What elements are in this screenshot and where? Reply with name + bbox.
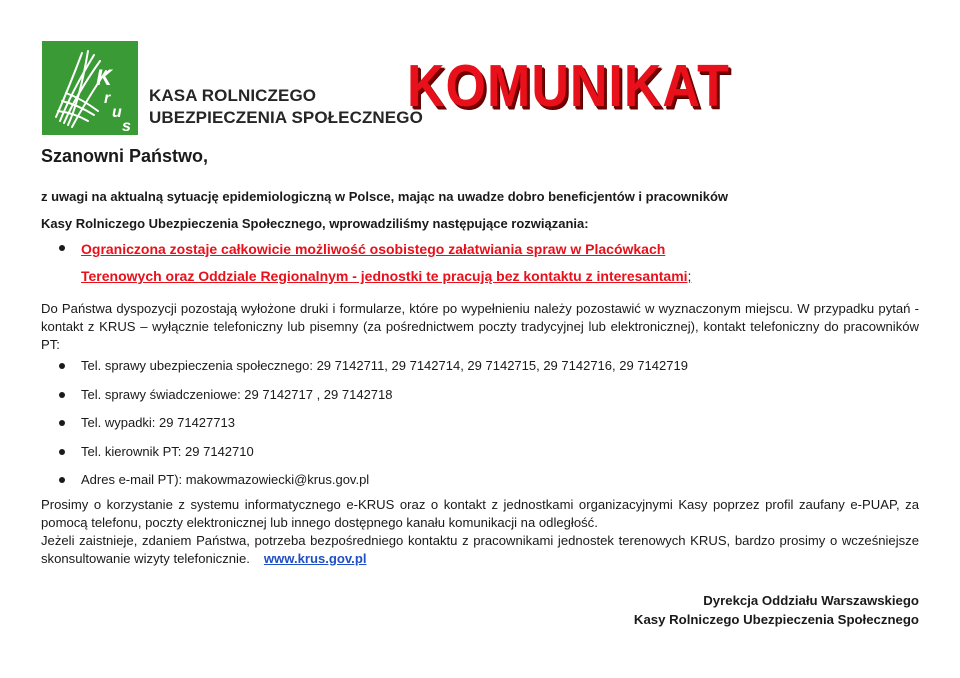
paragraph-visit [41, 532, 919, 568]
contact-insurance: Tel. sprawy ubezpieczenia społecznego: 29 7142711, 29 7142714, 29 7142715, 29 7142716, 29 7142719 [81, 358, 688, 373]
contact-manager: Tel. kierownik PT: 29 7142710 [81, 443, 254, 459]
notice-tail: ; [687, 268, 692, 284]
paragraph-forms: Do Państwa dyspozycji pozostają wyłożone druki i formularze, które po wypełnieniu należy pozostawić w wyznaczonym miejscu. W przypadku pytań - kontakt z KRUS – wyłącznie telefoniczny lub pisemny (za pośrednictwem poczty tradycyjnej lub elektronicznej), kontakt telefoniczny do pracowników PT: [41, 301, 919, 352]
signature-line-1: Dyrekcja Oddziału Warszawskiego [703, 593, 919, 608]
page-title: KOMUNIKAT [407, 53, 730, 120]
intro-text [41, 183, 728, 237]
org-line-1: KASA ROLNICZEGO [149, 86, 317, 105]
intro-line-1: z uwagi na aktualną sytuację epidemiologiczną w Polsce, mając na uwadze dobro beneficjentów i pracowników [41, 189, 729, 204]
bullet-icon [59, 420, 65, 426]
signature-line-2: Kasy Rolniczego Ubezpieczenia Społecznego [633, 612, 919, 627]
paragraph-ekrus [41, 496, 919, 568]
notice-line-2 [81, 263, 889, 290]
svg-text:K: K [96, 65, 112, 90]
contact-benefits: Tel. sprawy świadczeniowe: 29 7142717 , 29 7142718 [81, 386, 393, 402]
list-item [59, 413, 688, 442]
signature [634, 591, 919, 629]
bullet-icon [59, 449, 65, 455]
paragraph-ekrus-text: Prosimy o korzystanie z systemu informatycznego e-KRUS oraz o kontakt z jednostkami organizacyjnymi Kasy poprzez profil zaufany e-PUAP, za pomocą telefonu, poczty elektronicznej lub innego dostępnego kanału komunikacji na odległość. [41, 497, 919, 530]
list-item [59, 442, 688, 471]
contact-accidents: Tel. wypadki: 29 71427713 [81, 415, 235, 430]
list-item [59, 470, 688, 499]
krus-logo [42, 41, 138, 135]
notice-item [59, 236, 889, 290]
svg-text:r: r [104, 90, 111, 107]
contact-email: Adres e-mail PT): makowmazowiecki@krus.gov.pl [81, 472, 370, 487]
notice-line-1: Ograniczona zostaje całkowicie możliwość osobistego załatwiania spraw w Placówkach [81, 241, 666, 257]
notice-line-2-text: Terenowych oraz Oddziale Regionalnym - jednostki te pracują bez kontaktu z interesantami [81, 268, 688, 284]
bullet-icon [59, 245, 65, 251]
bullet-icon [59, 363, 65, 369]
bullet-icon [59, 392, 65, 398]
svg-text:u: u [112, 104, 122, 121]
contact-list [59, 356, 688, 499]
organization-name [149, 85, 423, 129]
intro-line-2: Kasy Rolniczego Ubezpieczenia Społecznego, wprowadziliśmy następujące rozwiązania: [41, 216, 589, 231]
bullet-icon [59, 477, 65, 483]
krus-website-link[interactable]: www.krus.gov.pl [263, 551, 367, 566]
greeting: Szanowni Państwo, [41, 146, 209, 166]
org-line-2: UBEZPIECZENIA SPOŁECZNEGO [149, 108, 423, 127]
list-item [59, 356, 688, 385]
paragraph-visit-text: Jeżeli zaistnieje, zdaniem Państwa, potrzeba bezpośredniego kontaktu z pracownikami jednostek terenowych KRUS, bardzo prosimy o wcześniejsze skonsultowanie wizyty telefonicznie. [41, 533, 919, 566]
list-item [59, 385, 688, 414]
krus-logo-icon [42, 41, 138, 135]
svg-text:s: s [122, 118, 131, 135]
